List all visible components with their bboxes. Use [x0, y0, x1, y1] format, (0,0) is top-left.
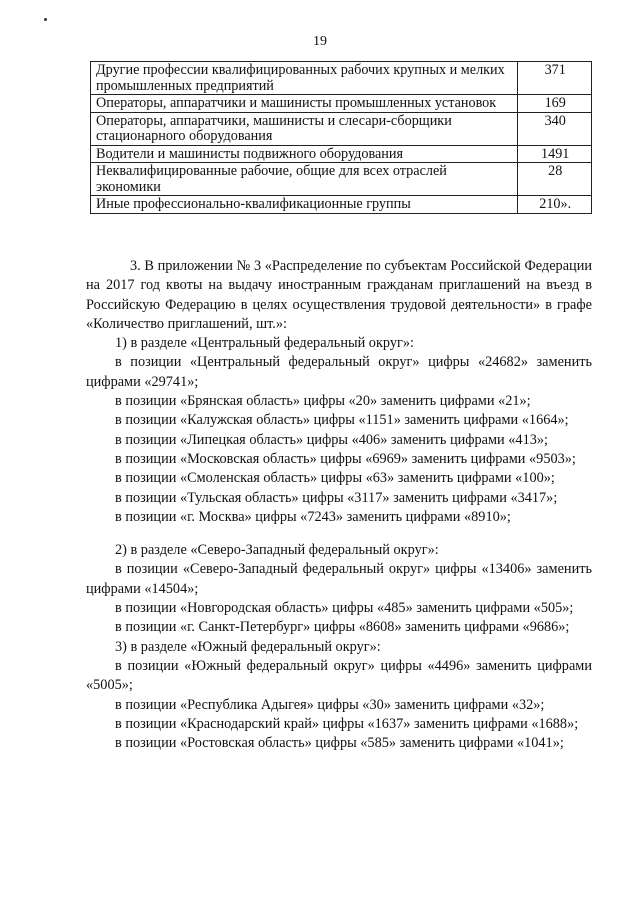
section-heading-northwest: 2) в разделе «Северо-Западный федеральный округ»:: [115, 542, 439, 559]
table-cell-value: 210».: [518, 196, 592, 214]
table-cell-name: Операторы, аппаратчики и машинисты промышленных установок: [91, 95, 518, 113]
section-heading-central: 1) в разделе «Центральный федеральный округ»:: [115, 335, 414, 352]
table-row: [91, 163, 592, 196]
table-cell-value: 340: [518, 112, 592, 145]
amendment-line: в позиции «Ростовская область» цифры «585» заменить цифрами «1041»;: [115, 735, 564, 752]
amendment-line: в позиции «Центральный федеральный округ» цифры «24682» заменить цифрами «29741»;: [86, 354, 592, 390]
amendment-line: в позиции «Северо-Западный федеральный округ» цифры «13406» заменить цифрами «14504»;: [86, 561, 592, 597]
table-cell-value: 169: [518, 95, 592, 113]
amendment-line: в позиции «Калужская область» цифры «1151» заменить цифрами «1664»;: [115, 412, 569, 429]
amendment-line: в позиции «Республика Адыгея» цифры «30» заменить цифрами «32»;: [115, 696, 545, 713]
table-row: [91, 145, 592, 163]
document-body: [86, 257, 592, 753]
table-cell-value: 371: [518, 62, 592, 95]
scan-speck: [44, 18, 47, 21]
table-cell-value: 1491: [518, 145, 592, 163]
amendment-line: в позиции «Новгородская область» цифры «485» заменить цифрами «505»;: [115, 600, 574, 617]
amendment-line: в позиции «г. Санкт-Петербург» цифры «8608» заменить цифрами «9686»;: [115, 619, 570, 636]
table-row: [91, 112, 592, 145]
amendment-line: в позиции «Южный федеральный округ» цифры «4496» заменить цифрами «5005»;: [86, 657, 592, 694]
profession-quota-table: [90, 61, 592, 214]
table-row: [91, 196, 592, 214]
amendment-line: в позиции «Смоленская область» цифры «63» заменить цифрами «100»;: [115, 470, 555, 487]
table-cell-name: Другие профессии квалифицированных рабочих крупных и мелких промышленных предприятий: [91, 62, 518, 95]
amendment-line: в позиции «г. Москва» цифры «7243» заменить цифрами «8910»;: [115, 508, 511, 525]
amendment-line: в позиции «Московская область» цифры «6969» заменить цифрами «9503»;: [115, 450, 576, 467]
page-number: 19: [313, 34, 327, 49]
table-cell-name: Водители и машинисты подвижного оборудования: [91, 145, 518, 163]
table-cell-name: Неквалифицированные рабочие, общие для всех отраслей экономики: [91, 163, 518, 196]
table-cell-name: Иные профессионально-квалификационные группы: [91, 196, 518, 214]
paragraph-item-3: 3. В приложении № 3 «Распределение по субъектам Российской Федерации на 2017 год квоты на выдачу иностранным гражданам приглашений на въезд в Российскую Федерацию в целях осуществления трудовой деятельности» в графе «Количество приглашений, шт.»:: [86, 258, 592, 332]
amendment-line: в позиции «Тульская область» цифры «3117» заменить цифрами «3417»;: [115, 489, 558, 506]
amendment-line: в позиции «Краснодарский край» цифры «1637» заменить цифрами «1688»;: [115, 715, 579, 732]
section-heading-south: 3) в разделе «Южный федеральный округ»:: [115, 638, 381, 655]
amendment-line: в позиции «Липецкая область» цифры «406» заменить цифрами «413»;: [115, 431, 548, 448]
amendment-line: в позиции «Брянская область» цифры «20» заменить цифрами «21»;: [115, 393, 531, 410]
table-row: [91, 62, 592, 95]
table-cell-value: 28: [518, 163, 592, 196]
table-cell-name: Операторы, аппаратчики, машинисты и слесари-сборщики стационарного оборудования: [91, 112, 518, 145]
table-row: [91, 95, 592, 113]
